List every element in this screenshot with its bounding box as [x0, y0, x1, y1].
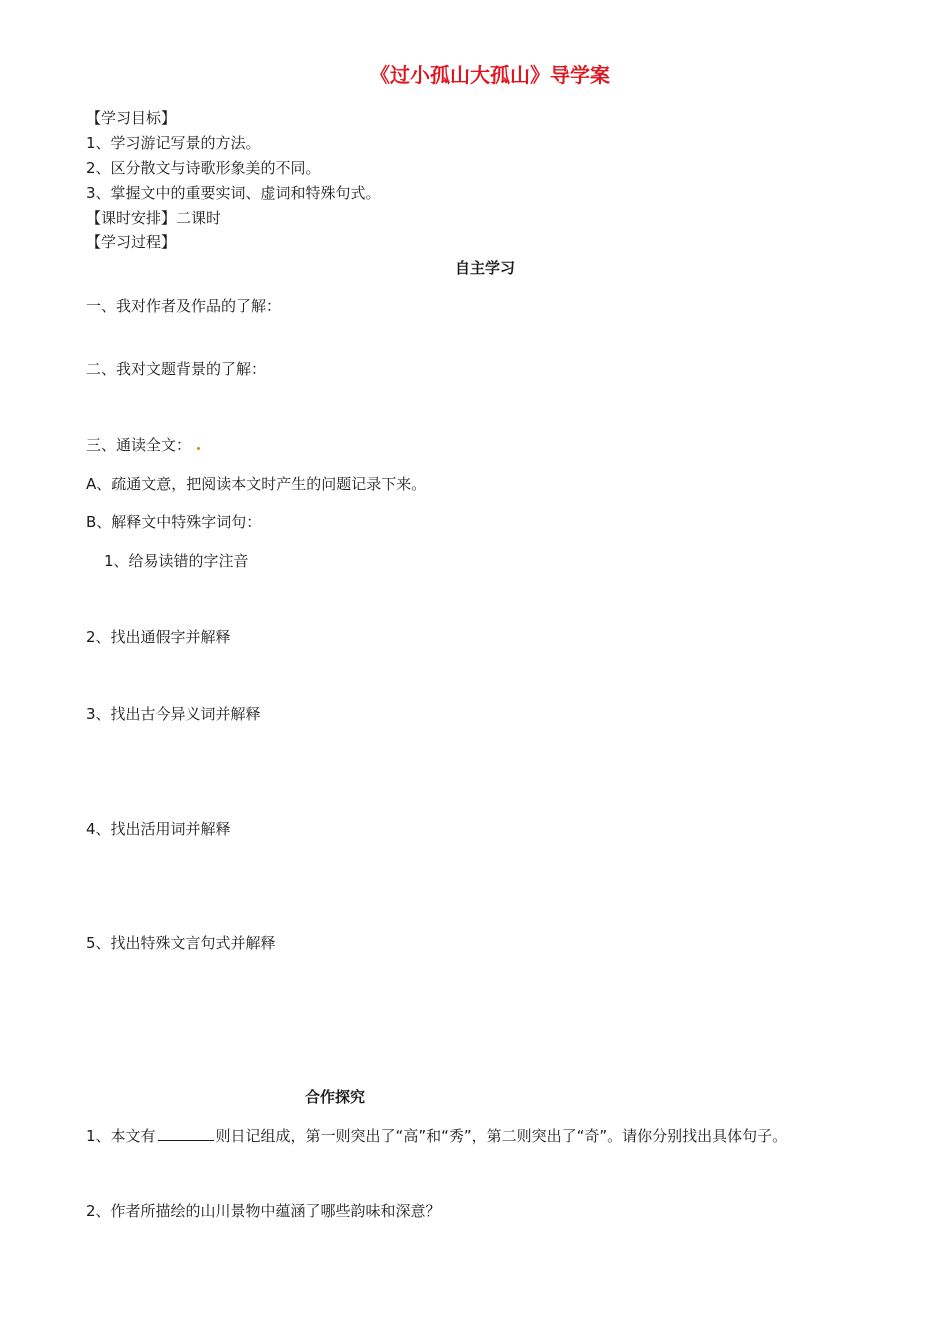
- goal-item-1: 1、学习游记写景的方法。: [86, 134, 261, 152]
- fill-in-blank[interactable]: [158, 1125, 214, 1141]
- question-1: [86, 1125, 787, 1146]
- item-a: A、疏通文意，把阅读本文时产生的问题记录下来。: [86, 475, 427, 493]
- goal-item-2: 2、区分散文与诗歌形象美的不同。: [86, 159, 321, 177]
- sub-item-3: 3、找出古今异义词并解释: [86, 705, 261, 723]
- sub-item-5: 5、找出特殊文言句式并解释: [86, 934, 276, 952]
- read-through-prompt: [86, 435, 200, 455]
- question-2: 2、作者所描绘的山川景物中蕴涵了哪些韵味和深意？: [86, 1202, 441, 1220]
- sub-item-2: 2、找出通假字并解释: [86, 628, 231, 646]
- question-1-end: 则日记组成，第一则突出了“高”和“秀”，第二则突出了“奇”。请你分别找出具体句子。: [215, 1127, 788, 1145]
- cooperation-heading: 合作探究: [305, 1088, 366, 1106]
- goal-item-3: 3、掌握文中的重要实词、虚词和特殊句式。: [86, 184, 381, 202]
- sub-item-1: 1、给易读错的字注音: [104, 552, 249, 570]
- question-1-start: 1、本文有: [86, 1127, 156, 1145]
- item-b: B、解释文中特殊字词句：: [86, 513, 262, 531]
- background-prompt: 二、我对文题背景的了解：: [86, 360, 267, 378]
- document-title: 《过小孤山大孤山》导学案: [370, 63, 610, 87]
- learning-goals-label: 【学习目标】: [86, 109, 177, 127]
- learning-process-label: 【学习过程】: [86, 233, 177, 251]
- sub-item-4: 4、找出活用词并解释: [86, 820, 231, 838]
- author-works-prompt: 一、我对作者及作品的了解：: [86, 297, 282, 315]
- read-through-text: 三、通读全文：: [86, 436, 192, 454]
- orange-dot-mark: [197, 447, 200, 450]
- self-study-heading: 自主学习: [455, 259, 516, 277]
- class-schedule: 【课时安排】二课时: [86, 209, 222, 227]
